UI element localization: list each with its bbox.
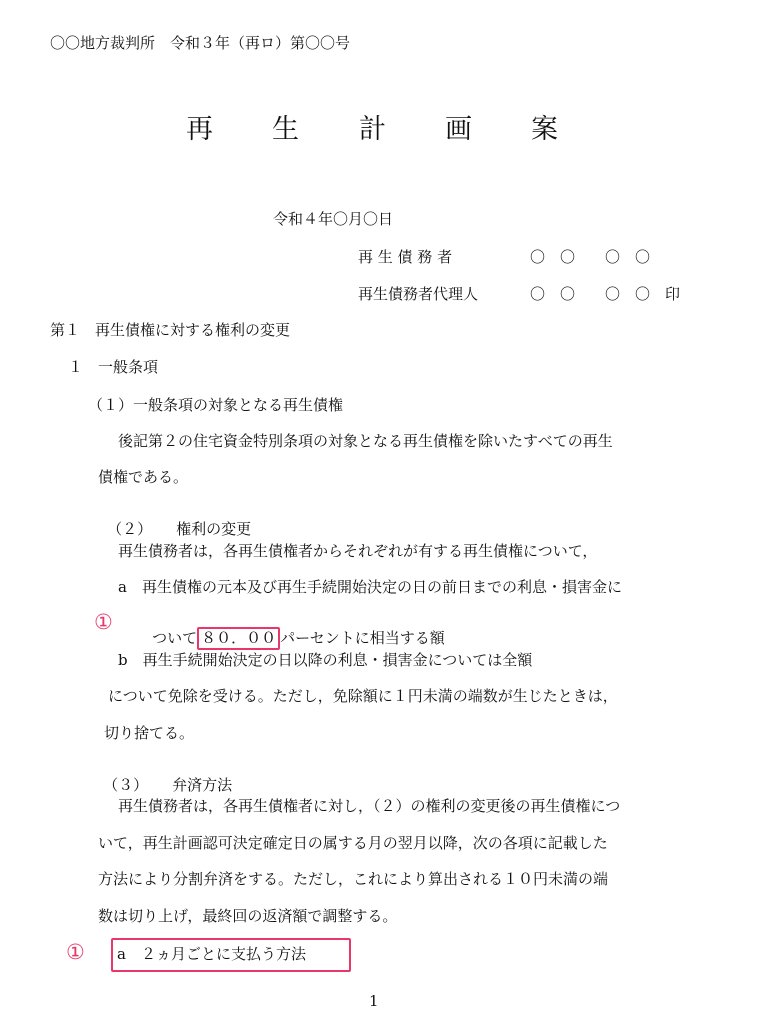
subsection-number: （３） [103, 776, 149, 794]
title-char: 生 [272, 114, 299, 145]
debtor-label: 再 生 債 務 者 [358, 248, 453, 266]
paragraph-line: 債権である。 [98, 468, 189, 486]
section-heading: 第１ 再生債権に対する権利の変更 [50, 321, 291, 339]
highlighted-payment-method [111, 938, 351, 972]
subsection-title: 弁済方法 [172, 776, 233, 794]
page-number: 1 [369, 992, 379, 1010]
paragraph-line: b 再生手続開始決定の日以降の利息・損害金については全額 [118, 651, 533, 669]
paragraph-line: 数は切り上げ，最終回の返済額で調整する。 [98, 907, 398, 925]
document-date: 令和４年〇月〇日 [273, 210, 394, 228]
subsection-number: （２） [107, 520, 153, 538]
text-segment: パーセントに相当する額 [280, 629, 445, 647]
reduction-rate: ８０．００ [201, 629, 277, 647]
agent-label: 再生債務者代理人 [358, 285, 479, 303]
paragraph-line: いて，再生計画認可決定確定日の属する月の翌月以降，次の各項に記載した [98, 834, 608, 852]
paragraph-line: 方法により分割弁済をする。ただし，これにより算出される１０円未満の端 [98, 870, 609, 888]
title-char: 案 [531, 114, 558, 145]
text-segment: ついて [152, 629, 198, 647]
title-char: 再 [186, 114, 213, 145]
subsection-title: 権利の変更 [176, 520, 252, 538]
paragraph-line: について免除を受ける。ただし，免除額に１円未満の端数が生じたときは， [108, 687, 618, 705]
title-char: 計 [359, 114, 386, 145]
annotation-marker: ① [94, 610, 113, 634]
paragraph-line: a 再生債権の元本及び再生手続開始決定の日の前日までの利息・損害金に [118, 578, 622, 596]
subsection-heading: （１）一般条項の対象となる再生債権 [88, 396, 344, 414]
item-heading: １ 一般条項 [68, 358, 159, 376]
highlighted-rate [197, 627, 280, 650]
case-number: 〇〇地方裁判所 令和３年（再ロ）第〇〇号 [50, 34, 351, 52]
debtor-name: 〇 〇 〇 〇 [530, 248, 651, 266]
paragraph-line: 再生債務者は，各再生債権者からそれぞれが有する再生債権について， [118, 542, 598, 560]
paragraph-line: 再生債務者は，各再生債権者に対し，（２）の権利の変更後の再生債権につ [118, 797, 621, 815]
annotation-marker: ① [66, 940, 85, 964]
agent-name: 〇 〇 〇 〇 印 [530, 285, 681, 303]
payment-method: a ２ヵ月ごとに支払う方法 [117, 945, 306, 963]
title-char: 画 [445, 114, 472, 145]
paragraph-line: 切り捨てる。 [104, 724, 195, 742]
paragraph-line: 後記第２の住宅資金特別条項の対象となる再生債権を除いたすべての再生 [118, 432, 613, 450]
